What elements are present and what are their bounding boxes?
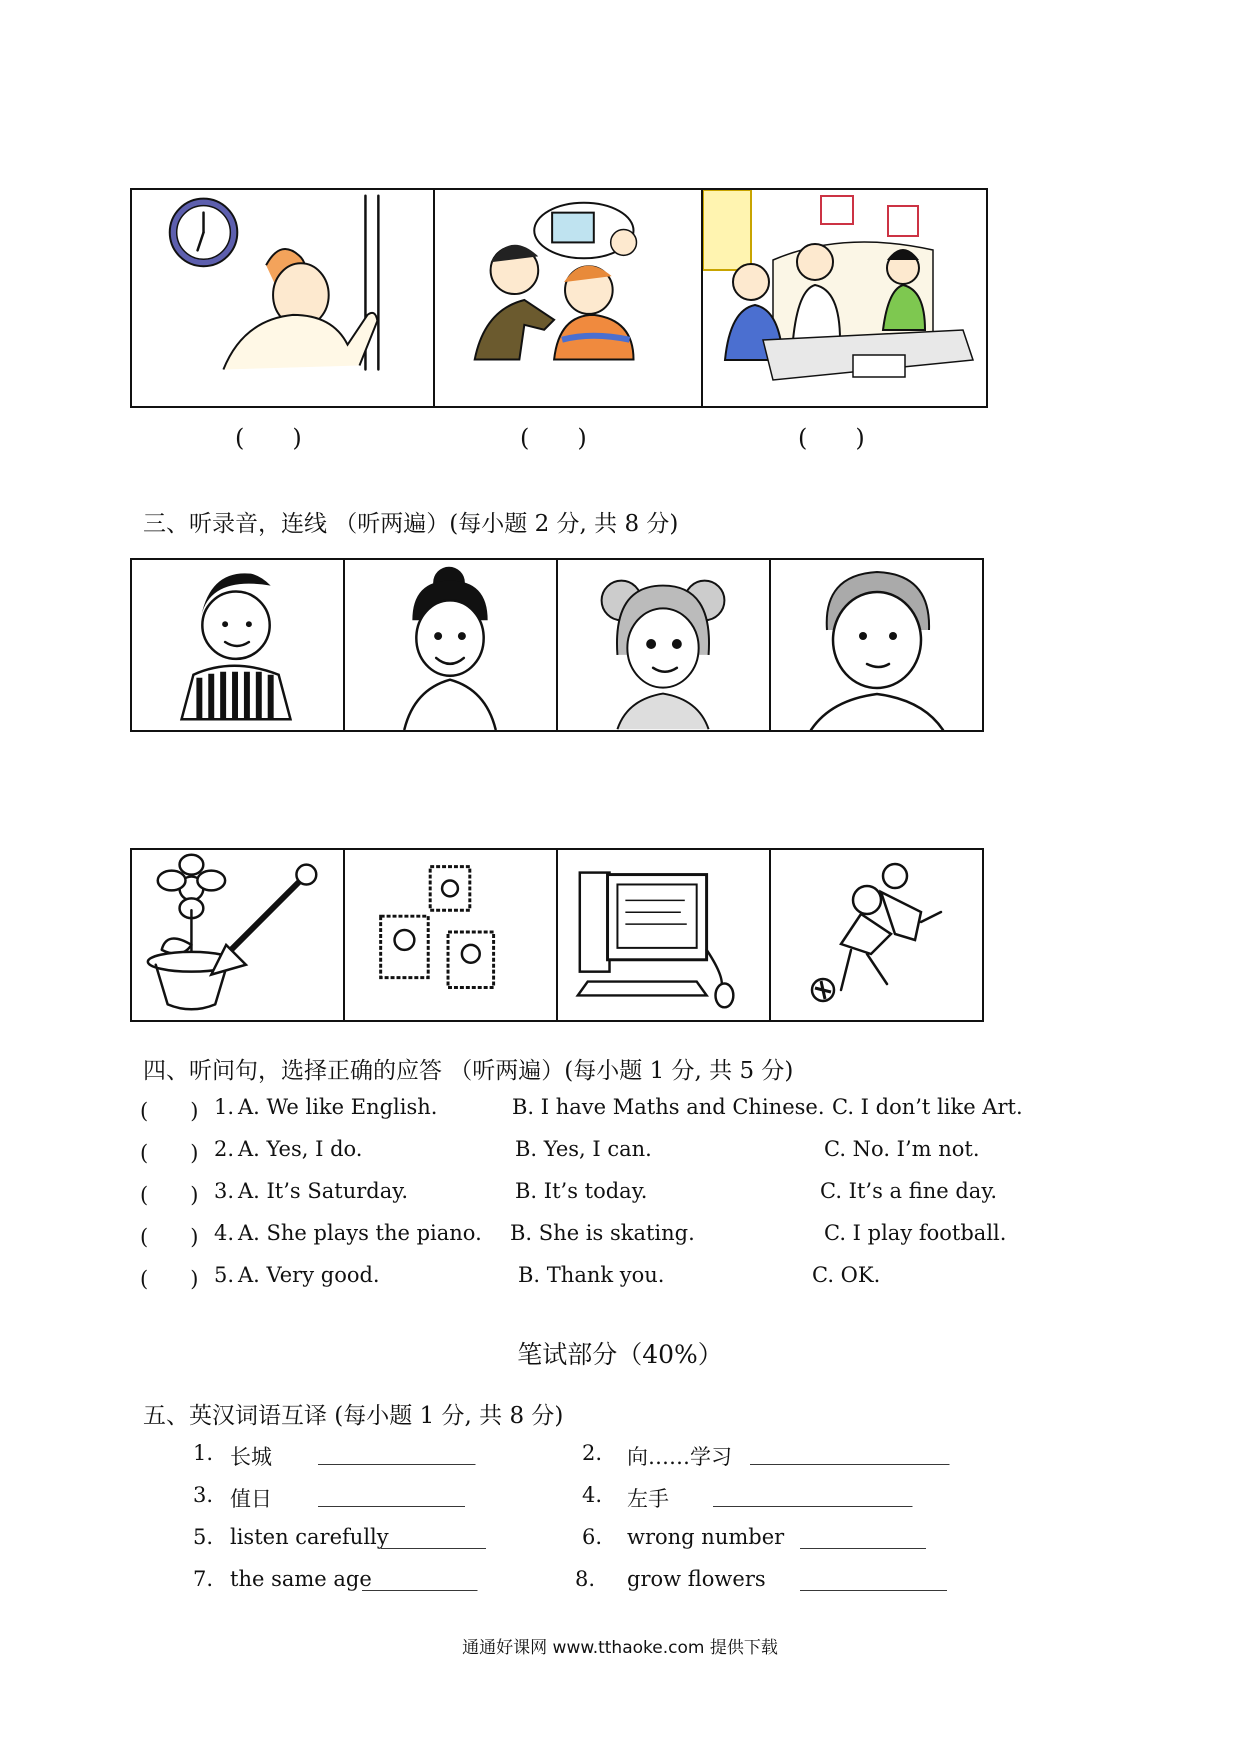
- vocab-term: wrong number: [627, 1525, 785, 1549]
- question-number: 5.: [214, 1263, 235, 1287]
- vocab-term: 左手: [627, 1487, 669, 1511]
- stamps-illustration: [345, 850, 556, 1020]
- question-number: 2.: [214, 1137, 235, 1161]
- activities-row: [130, 848, 984, 1022]
- boy-freckles-illustration: [771, 560, 982, 730]
- option-c: C. I play football.: [824, 1221, 1007, 1245]
- picture-stamps: [345, 850, 558, 1020]
- picture-children-books: [703, 190, 986, 406]
- option-a: A. Very good.: [238, 1263, 380, 1287]
- option-a: A. Yes, I do.: [238, 1137, 363, 1161]
- two-boys-tv-illustration: [435, 190, 701, 406]
- vocab-blank[interactable]: ______________: [800, 1567, 947, 1591]
- vocab-num: 5.: [193, 1525, 214, 1549]
- vocab-term: listen carefully: [230, 1525, 389, 1549]
- question-number: 1.: [214, 1095, 235, 1119]
- answer-blank-3[interactable]: ( ): [798, 424, 865, 452]
- vocab-num: 8.: [575, 1567, 596, 1591]
- option-c: C. I don’t like Art.: [832, 1095, 1023, 1119]
- answer-blank[interactable]: ( ): [140, 1267, 199, 1291]
- vocab-blank[interactable]: ___________________: [750, 1441, 950, 1465]
- option-a: A. She plays the piano.: [238, 1221, 482, 1245]
- option-b: B. She is skating.: [510, 1221, 695, 1245]
- written-part-title: 笔试部分（40%）: [517, 1340, 723, 1369]
- answer-blank[interactable]: ( ): [140, 1141, 199, 1165]
- option-b: B. I have Maths and Chinese.: [512, 1095, 825, 1119]
- woman-bun-illustration: [345, 560, 556, 730]
- footer-credit: 通通好课网 www.tthaoke.com 提供下载: [462, 1638, 778, 1658]
- picture-woman-bun: [345, 560, 558, 730]
- top-picture-row: [130, 188, 988, 408]
- clock-woman-illustration: [132, 190, 433, 406]
- children-books-illustration: [703, 190, 986, 406]
- vocab-num: 1.: [193, 1441, 214, 1465]
- vocab-blank[interactable]: ______________: [318, 1483, 465, 1507]
- picture-two-boys-tv: [435, 190, 703, 406]
- picture-boy-striped-shirt: [132, 560, 345, 730]
- people-row: [130, 558, 984, 732]
- answer-blank-1[interactable]: ( ): [235, 424, 302, 452]
- vocab-blank[interactable]: __________: [381, 1525, 486, 1549]
- picture-girl-pigtails: [558, 560, 771, 730]
- question-number: 3.: [214, 1179, 235, 1203]
- vocab-term: grow flowers: [627, 1567, 766, 1591]
- answer-blank[interactable]: ( ): [140, 1183, 199, 1207]
- vocab-num: 4.: [582, 1483, 603, 1507]
- option-b: B. It’s today.: [515, 1179, 648, 1203]
- answer-blank-2[interactable]: ( ): [520, 424, 587, 452]
- picture-boy-freckles: [771, 560, 982, 730]
- vocab-blank[interactable]: ___________: [362, 1567, 478, 1591]
- option-c: C. No. I’m not.: [824, 1137, 980, 1161]
- vocab-num: 2.: [582, 1441, 603, 1465]
- vocab-blank[interactable]: ___________________: [713, 1483, 913, 1507]
- vocab-num: 6.: [582, 1525, 603, 1549]
- picture-football-players: [771, 850, 982, 1020]
- answer-blank[interactable]: ( ): [140, 1225, 199, 1249]
- boy-striped-shirt-illustration: [132, 560, 343, 730]
- section3-title: 三、听录音，连线 （听两遍）(每小题 2 分, 共 8 分): [143, 511, 679, 537]
- vocab-blank[interactable]: ____________: [800, 1525, 926, 1549]
- question-number: 4.: [214, 1221, 235, 1245]
- option-a: A. It’s Saturday.: [238, 1179, 408, 1203]
- picture-clock-woman: [132, 190, 435, 406]
- flower-pot-illustration: [132, 850, 343, 1020]
- vocab-term: 值日: [230, 1487, 272, 1511]
- vocab-term: 长城: [230, 1445, 272, 1469]
- vocab-term: 向……学习: [627, 1445, 732, 1469]
- vocab-num: 3.: [193, 1483, 214, 1507]
- option-b: B. Yes, I can.: [515, 1137, 652, 1161]
- option-b: B. Thank you.: [518, 1263, 665, 1287]
- picture-flower-pot: [132, 850, 345, 1020]
- vocab-term: the same age: [230, 1567, 372, 1591]
- answer-blank[interactable]: ( ): [140, 1099, 199, 1123]
- vocab-num: 7.: [193, 1567, 214, 1591]
- vocab-blank[interactable]: _______________: [318, 1441, 476, 1465]
- option-c: C. OK.: [812, 1263, 881, 1287]
- girl-pigtails-illustration: [558, 560, 769, 730]
- computer-illustration: [558, 850, 769, 1020]
- option-a: A. We like English.: [238, 1095, 438, 1119]
- picture-computer: [558, 850, 771, 1020]
- option-c: C. It’s a fine day.: [820, 1179, 998, 1203]
- section5-title: 五、英汉词语互译 (每小题 1 分, 共 8 分): [143, 1403, 564, 1429]
- football-players-illustration: [771, 850, 982, 1020]
- section4-title: 四、听问句，选择正确的应答 （听两遍）(每小题 1 分, 共 5 分): [143, 1058, 794, 1084]
